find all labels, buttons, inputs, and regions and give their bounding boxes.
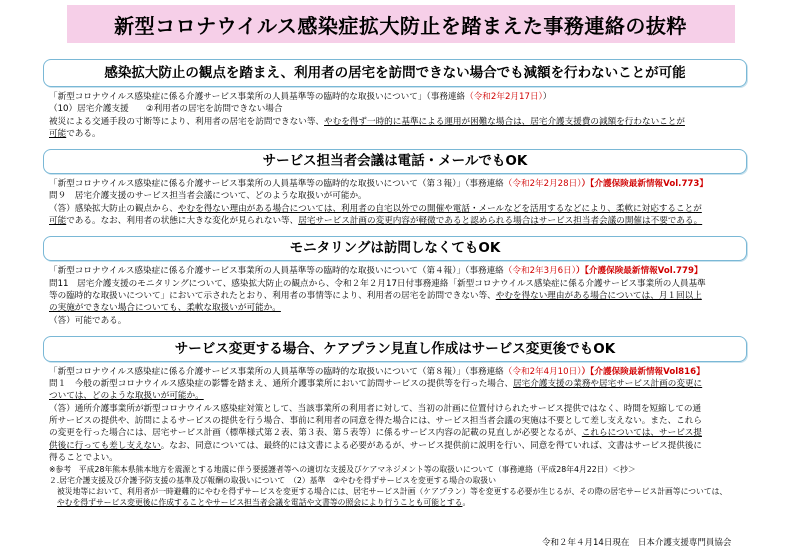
emphasis-text: やむを得ない理由がある場合については、月１回以上 [495,290,702,301]
section-body-monitoring [49,265,761,326]
reference-text: 「新型コロナウイルス感染症に係る介護サービス事業所の人員基準等の臨時的な取扱いについて」（事務連絡 [49,92,466,102]
reference-date: （令和2年4月10日） [503,366,582,377]
question-line [49,378,761,390]
body-text: （答）感染拡大防止の観点から、 [49,203,178,214]
reference-close: ） [542,92,552,102]
reference-line [49,265,761,277]
section-heading-reduction: 感染拡大防止の観点を踏まえ、利用者の居宅を訪問できない場合でも減額を行わないことが可能 [43,59,747,87]
question-line: ついては、どのような取扱いが可能か。 [49,391,204,402]
answer-line: 所サービスの提供や、訪問によるサービスの提供を行う場合、事前に利用者の同意を得た場合には、サービス担当者会議の実施は不要として差し支えない。また、これら [49,416,702,427]
section-body-reduction [49,91,761,140]
item-heading: （10）居宅介護支援 ②利用者の居宅を訪問できない場合 [49,104,283,115]
emphasis-text: これらについては、サービス提 [581,428,702,439]
answer-line [49,215,761,227]
answer-line [49,440,761,452]
question-line: 問９ 居宅介護支援のサービス担当者会議について、どのような取扱いが可能か。 [49,191,367,202]
section-body-careplan [49,366,761,508]
emphasis-text: 可能 [49,128,67,139]
reference-line [49,91,761,103]
question-line: の実施ができない場合についても、柔軟な取扱いが可能か。 [49,303,281,314]
answer-line: （答）可能である。 [49,315,127,326]
reference-text: 「新型コロナウイルス感染症に係る介護サービス事業所の人員基準等の臨時的な取扱いについて（第８報）」（事務連絡 [49,366,504,377]
section-heading-monitoring: モニタリングは訪問しなくてもOK [43,236,747,261]
reference-link[interactable]: ）【介護保険最新情報Vol.779】 [576,266,703,277]
emphasis-text: 居宅介護支援の業務や居宅サービス計画の変更に [513,379,703,390]
emphasis-text: 居宅サービス計画の変更内容が軽微であると認められる場合はサービス担当者会議の開催は不要である。 [298,216,703,227]
question-line: 問11 居宅介護支援のモニタリングについて、感染拡大防止の観点から、令和２年２月17日付事務連絡「新型コロナウイルス感染症に係る介護サービス事業所の人員基準 [49,278,706,289]
body-text: 被災による交通手段の寸断等により、利用者の居宅を訪問できない等、 [49,116,325,127]
reference-text: 「新型コロナウイルス感染症に係る介護サービス事業所の人員基準等の臨時的な取扱いについて（第３報）」（事務連絡 [49,179,504,190]
question-line [49,290,761,302]
body-text: 等の臨時的な取扱いについて」において示されたとおり、利用者の事情等により、利用者の居宅を訪問できない等、 [49,290,496,301]
emphasis-text: やむを得ない理由がある場合については、利用者の自宅以外での開催や電話・メールなどを活用するなどにより、柔軟に対応することが [177,203,702,214]
page-title: 新型コロナウイルス感染症拡大防止を踏まえた事務連絡の抜粋 [67,5,735,43]
body-text: 。なお、同意については、最終的には文書による必要があるが、サービス提供前に説明を行い、同意を得ていれば、文書はサービス提供後に [160,440,702,451]
reference-link[interactable]: ）【介護保険最新情報Vol.773】 [581,179,708,190]
emphasis-text: やむを得ずサービス変更後に作成することやサービス担当者会議を電話や文書等の照会により行うことも可能とする [57,498,463,508]
reference-link[interactable]: ）【介護保険最新情報Vol816】 [581,366,705,377]
body-text: である。 [66,128,101,139]
section-heading-meeting: サービス担当者会議は電話・メールでもOK [43,149,747,174]
emphasis-text: 可能 [49,216,67,227]
reference-date: （令和2年3月6日） [503,266,577,277]
body-text: である。なお、利用者の状態に大きな変化が見られない等、 [66,216,299,227]
footer-note: 令和２年４月14日現在 日本介護支援専門員協会 [542,538,732,548]
body-text: 問１ 今般の新型コロナウイルス感染症の影響を踏まえ、通所介護事業所において訪問サービスの提供等を行った場合、 [49,379,514,390]
section-body-meeting [49,178,761,227]
body-text: 。 [462,498,471,508]
reference-date: （令和2年2月17日） [465,92,543,102]
reference-date: （令和2年2月28日） [503,179,582,190]
emphasis-text: やむを得ず一時的に基準による運用が困難な場合は、居宅介護支援費の減額を行わないことが [324,116,685,127]
note-line: 被災地等において、利用者が一時避難的にやむを得ずサービスを変更する場合には、居宅サービス計画（ケアプラン）等を変更する必要が生じるが、その際の居宅サービス計画等については、 [57,487,728,497]
answer-line [49,203,761,215]
note-line: ２.居宅介護支援及び介護予防支援の基準及び報酬の取扱いについて （2）基準 ②やむを得ずサービスを変更する場合の取扱い [49,476,496,486]
reference-text: 「新型コロナウイルス感染症に係る介護サービス事業所の人員基準等の臨時的な取扱いについて（第４報）」（事務連絡 [49,266,504,277]
reference-line [49,178,761,190]
section-heading-careplan: サービス変更する場合、ケアプラン見直し作成はサービス変更後でもOK [43,336,747,362]
note-line [49,497,761,508]
body-text: の変更を行った場合には、居宅サービス計画（標準様式第２表、第３表、第５表等）に係るサービス内容の記載の見直しが必要となるが、 [49,428,582,439]
body-line [49,116,761,128]
answer-line: 得ることでよい。 [49,452,118,463]
reference-line [49,366,761,378]
note-line: ※参考 平成28年熊本県熊本地方を震源とする地震に伴う要援護者等への適切な支援及びケアマネジメント等の取扱いについて（事務連絡（平成28年4月22日）＜抄＞ [49,465,636,475]
answer-line [49,427,761,439]
answer-line: （答）通所介護事業所が新型コロナウイルス感染症対策として、当該事業所の利用者に対して、当初の計画に位置付けられたサービス提供ではなく、時間を短縮しての通 [49,403,702,414]
body-line [49,128,761,140]
emphasis-text: 供後に行っても差し支えない [49,440,161,451]
